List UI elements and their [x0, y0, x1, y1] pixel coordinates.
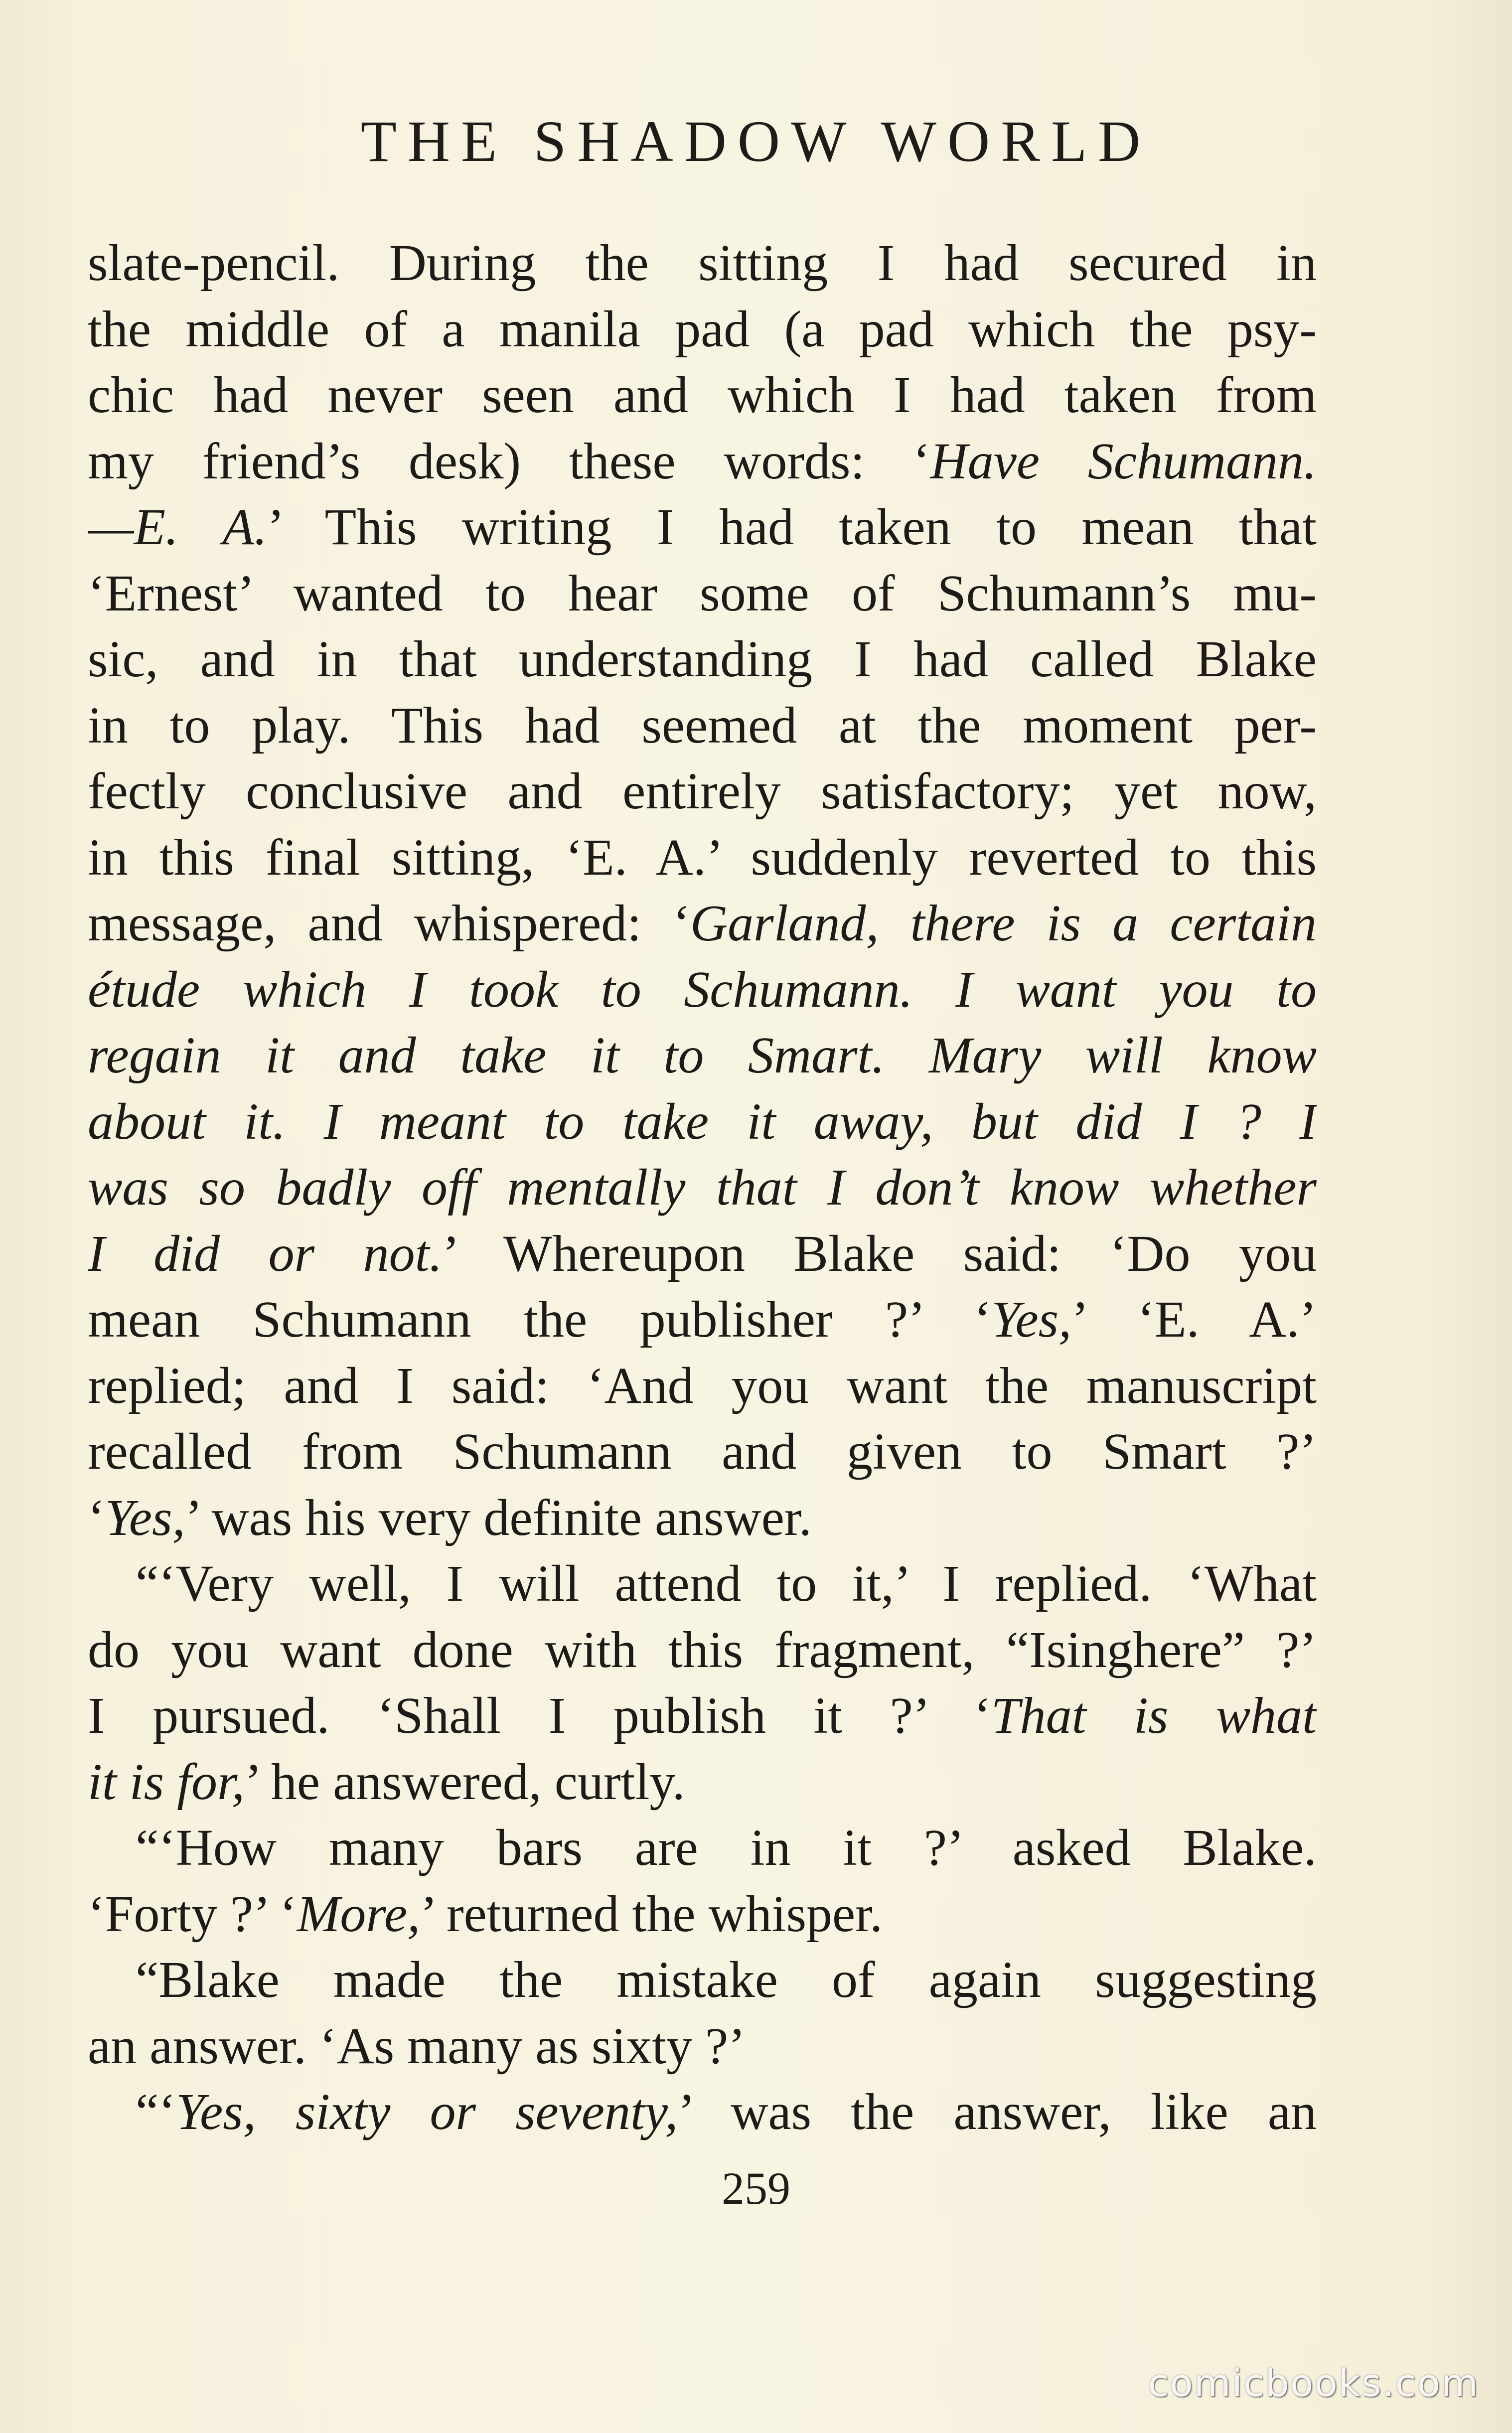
text-line	[88, 1155, 1317, 1221]
text-segment: fectly conclusive and entirely satisfactory; yet now,	[88, 762, 1317, 820]
text-line	[88, 1683, 1317, 1749]
italic-segment: about it. I meant to take it away, but did I ? I	[88, 1092, 1317, 1150]
running-head: THE SHADOW WORLD	[360, 109, 1152, 174]
text-line	[88, 1353, 1317, 1419]
text-segment: “‘Very well, I will attend to it,’ I replied. ‘What	[136, 1555, 1317, 1612]
text-segment: ’ ‘E. A.’	[1071, 1291, 1317, 1348]
italic-segment: I did or not.	[88, 1224, 443, 1282]
text-segment: “Blake made the mistake of again suggesting	[136, 1951, 1317, 2008]
text-line	[88, 1221, 1317, 1287]
text-line	[88, 1749, 1317, 1816]
italic-segment: More,	[297, 1885, 421, 1943]
italic-segment: regain it and take it to Smart. Mary will know	[88, 1027, 1317, 1084]
page-number: 259	[722, 2163, 790, 2214]
text-line	[88, 362, 1317, 429]
text-line	[88, 759, 1317, 825]
italic-segment: Yes,	[105, 1489, 185, 1546]
italic-segment: Have Schumann.	[930, 432, 1317, 490]
text-segment: “‘How many bars are in it ?’ asked Blake.	[136, 1819, 1317, 1876]
text-segment: ‘Ernest’ wanted to hear some of Schumann’s mu-	[88, 564, 1317, 622]
text-line	[88, 494, 1317, 561]
watermark: comicbooks.com	[1148, 2361, 1479, 2405]
text-segment: my friend’s desk) these words: ‘	[88, 432, 930, 490]
text-line	[88, 561, 1317, 627]
text-line	[88, 626, 1317, 693]
text-segment: in to play. This had seemed at the moment per-	[88, 696, 1317, 754]
text-line	[88, 1023, 1317, 1089]
text-line	[88, 891, 1317, 957]
text-line	[88, 429, 1317, 495]
text-line	[88, 1485, 1317, 1551]
text-line	[88, 1881, 1317, 1948]
italic-segment: Yes, sixty or seventy,	[175, 2083, 678, 2140]
italic-segment: étude which I took to Schumann. I want you to	[88, 960, 1317, 1018]
text-segment: ‘Forty ?’ ‘	[88, 1885, 297, 1943]
text-segment: ’ was his very definite answer.	[185, 1489, 812, 1546]
text-segment: the middle of a manila pad (a pad which the psy-	[88, 300, 1317, 358]
text-line	[88, 1287, 1317, 1353]
text-segment: message, and whispered: ‘	[88, 895, 690, 952]
text-segment: ’ returned the whisper.	[420, 1885, 883, 1943]
text-segment: sic, and in that understanding I had called Blake	[88, 630, 1317, 688]
italic-segment: That is what	[991, 1687, 1317, 1744]
text-segment: ’ This writing I had taken to mean that	[267, 498, 1317, 556]
text-segment: do you want done with this fragment, “Isinghere” ?’	[88, 1621, 1317, 1678]
text-line	[88, 230, 1317, 297]
italic-segment: —E. A.	[88, 498, 268, 556]
text-segment: ’ was the answer, like an	[678, 2083, 1317, 2140]
text-segment: “‘	[136, 2083, 176, 2140]
text-line	[88, 957, 1317, 1023]
text-segment: ’ he answered, curtly.	[245, 1753, 685, 1811]
text-segment: in this final sitting, ‘E. A.’ suddenly reverted to this	[88, 828, 1317, 886]
text-line	[88, 825, 1317, 891]
text-segment: I pursued. ‘Shall I publish it ?’ ‘	[88, 1687, 991, 1744]
text-line	[88, 1089, 1317, 1155]
text-segment: chic had never seen and which I had taken from	[88, 366, 1317, 424]
text-line	[88, 693, 1317, 759]
italic-segment: Garland, there is a certain	[690, 895, 1317, 952]
text-segment: slate-pencil. During the sitting I had secured in	[88, 234, 1317, 292]
text-line	[88, 1419, 1317, 1485]
body-text	[88, 230, 1317, 2145]
italic-segment: Yes,	[991, 1291, 1072, 1348]
text-line	[88, 1617, 1317, 1683]
text-line	[88, 1815, 1317, 1881]
italic-segment: was so badly off mentally that I don’t know whether	[88, 1159, 1317, 1216]
text-segment: ‘	[88, 1489, 105, 1546]
text-segment: ’ Whereupon Blake said: ‘Do you	[442, 1224, 1317, 1282]
text-line	[88, 1947, 1317, 2013]
text-line	[88, 297, 1317, 363]
text-line	[88, 2013, 1317, 2080]
text-segment: recalled from Schumann and given to Smart ?’	[88, 1423, 1317, 1480]
text-segment: mean Schumann the publisher ?’ ‘	[88, 1291, 992, 1348]
text-line	[88, 2079, 1317, 2145]
text-segment: replied; and I said: ‘And you want the manuscript	[88, 1357, 1317, 1414]
text-segment: an answer. ‘As many as sixty ?’	[88, 2017, 746, 2075]
italic-segment: it is for,	[88, 1753, 245, 1811]
text-line	[88, 1551, 1317, 1617]
